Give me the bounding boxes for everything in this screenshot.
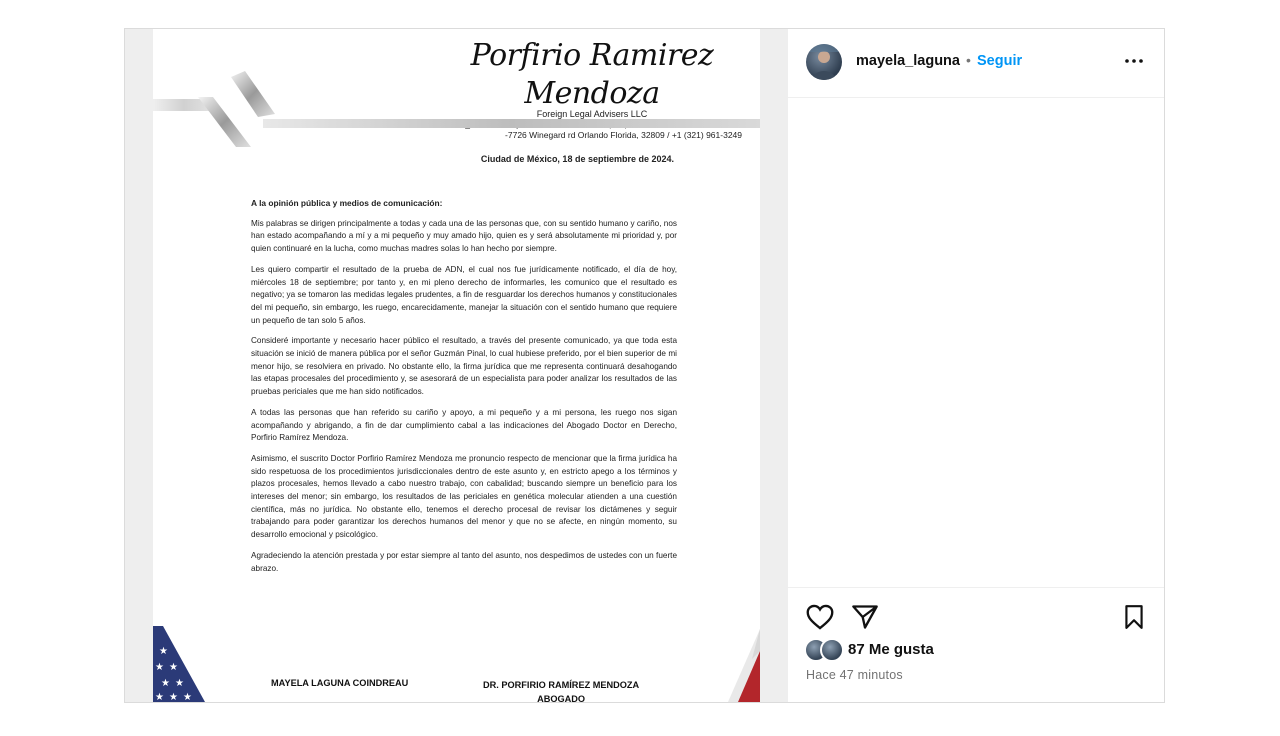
post-header xyxy=(788,29,1164,98)
post-timestamp[interactable]: Hace 47 minutos xyxy=(806,668,903,682)
signer-right-block xyxy=(483,678,639,702)
signer-left-name: MAYELA LAGUNA COINDREAU xyxy=(271,678,409,688)
letter-date: Ciudad de México, 18 de septiembre de 2024. xyxy=(480,154,674,164)
post-media[interactable] xyxy=(125,29,788,702)
letter-document xyxy=(153,29,760,702)
letterhead-signature-script: Porfirio Ramirez Mendoza xyxy=(470,38,714,111)
svg-text:★: ★ xyxy=(161,678,170,689)
separator-dot: • xyxy=(966,52,971,68)
more-options-icon[interactable] xyxy=(1122,49,1146,73)
likes-count[interactable]: 87 Me gusta xyxy=(848,641,934,658)
letter-paragraph: Consideré importante y necesario hacer público el resultado, a través del presente comunicado, ya que toda esta situación se inició de manera pública por el señor Guzmán Pinal, lo cual hubiese preferido, por el bien superior de mi menor hijo, se resolviera en privado. No obstante ello, la firma jurídica que me representa continuará desahogando las etapas procesales del procedimiento y, se asesorará de un especialista para poder analizar los resultados de las pruebas periciales que me han sido notificados. xyxy=(251,336,677,397)
post-actions xyxy=(788,587,1164,703)
letter-paragraph: Agradeciendo la atención prestada y por estar siempre al tanto del asunto, nos despedimos de ustedes con un fuerte abrazo. xyxy=(251,550,677,573)
letter-paragraph: Mis palabras se dirigen principalmente a todas y cada una de las personas que, con su sentido humano y cariño, nos han estado acompañando a mí y a mi pequeño y muy amado hijo, quien es y será absolutamente mi prioridad y, por quien continuaré en la lucha, como muchas madres solas lo han hecho por siempre. xyxy=(251,218,677,254)
letter-paragraph: Les quiero compartir el resultado de la prueba de ADN, el cual nos fue jurídicamente notificado, el día de hoy, miércoles 18 de septiembre; por tanto y, en mi pleno derecho de informarles, les comunico que el resultado es negativo; ya se tomaron las medidas legales prudentes, a fin de resguardar los derechos humanos y constitucionales del mi pequeño, sin embargo, les ruego, encarecidamente, manejar la situación con el sentido humano que requiere un pequeño de tan solo 5 años. xyxy=(251,264,677,325)
liker-avatar[interactable] xyxy=(820,638,844,662)
username-link[interactable]: mayela_laguna xyxy=(856,53,960,69)
svg-text:★: ★ xyxy=(155,662,164,673)
letter-greeting: A la opinión pública y medios de comunicación: xyxy=(251,198,443,208)
signer-right-title: ABOGADO xyxy=(537,694,586,702)
firm-name: Foreign Legal Advisers LLC xyxy=(536,109,648,119)
follow-button[interactable]: Seguir xyxy=(977,53,1023,69)
mexico-flag-graphic xyxy=(728,629,760,702)
letter-body xyxy=(251,197,677,583)
instagram-post xyxy=(124,28,1165,703)
svg-text:★: ★ xyxy=(183,692,192,702)
svg-text:★: ★ xyxy=(175,678,184,689)
post-side-panel xyxy=(788,29,1164,702)
avatar[interactable] xyxy=(806,44,842,80)
signer-right-name: DR. PORFIRIO RAMÍREZ MENDOZA xyxy=(483,680,640,690)
save-bookmark-icon[interactable] xyxy=(1122,604,1146,630)
share-send-icon[interactable] xyxy=(851,604,879,630)
letterhead-swoosh-graphic xyxy=(153,69,760,164)
letter-paragraph: A todas las personas que han referido su cariño y apoyo, a mi pequeño y a mi persona, les ruego nos sigan acompañando y abrigando, a fin de dar cumplimiento cabal a las indicaciones del Abogado Doctor en Derecho, Porfirio Ramírez Mendoza. xyxy=(251,407,677,443)
us-flag-graphic xyxy=(153,626,205,702)
address-line-2: -7726 Winegard rd Orlando Florida, 32809 / +1 (321) 961-3249 xyxy=(505,130,742,140)
svg-text:★: ★ xyxy=(169,692,178,702)
like-heart-icon[interactable] xyxy=(806,604,834,630)
svg-text:★: ★ xyxy=(155,692,164,702)
svg-text:★: ★ xyxy=(159,646,168,657)
svg-text:★: ★ xyxy=(169,662,178,673)
letter-paragraph: Asimismo, el suscrito Doctor Porfirio Ramírez Mendoza me pronuncio respecto de mencionar que la firma jurídica ha sido respetuosa de los procedimientos jurisdiccionales dentro de este asunto y, en estricto apego a los términos y plazos procesales, hemos llevado a cabo nuestro trabajo, con cabalidad; buscando siempre un beneficio para los intereses del menor; sin embargo, los resultados de las periciales en genética molecular atienden a una cuestión científica, más no jurídica. No obstante ello, tenemos el derecho procesal de revisar los dictámenes y seguir trabajando para poder garantizar los derechos humanos del menor y que no se afecte, en ningún momento, su desarrollo emocional y psicológico. xyxy=(251,453,677,540)
avatar-image xyxy=(806,44,842,80)
